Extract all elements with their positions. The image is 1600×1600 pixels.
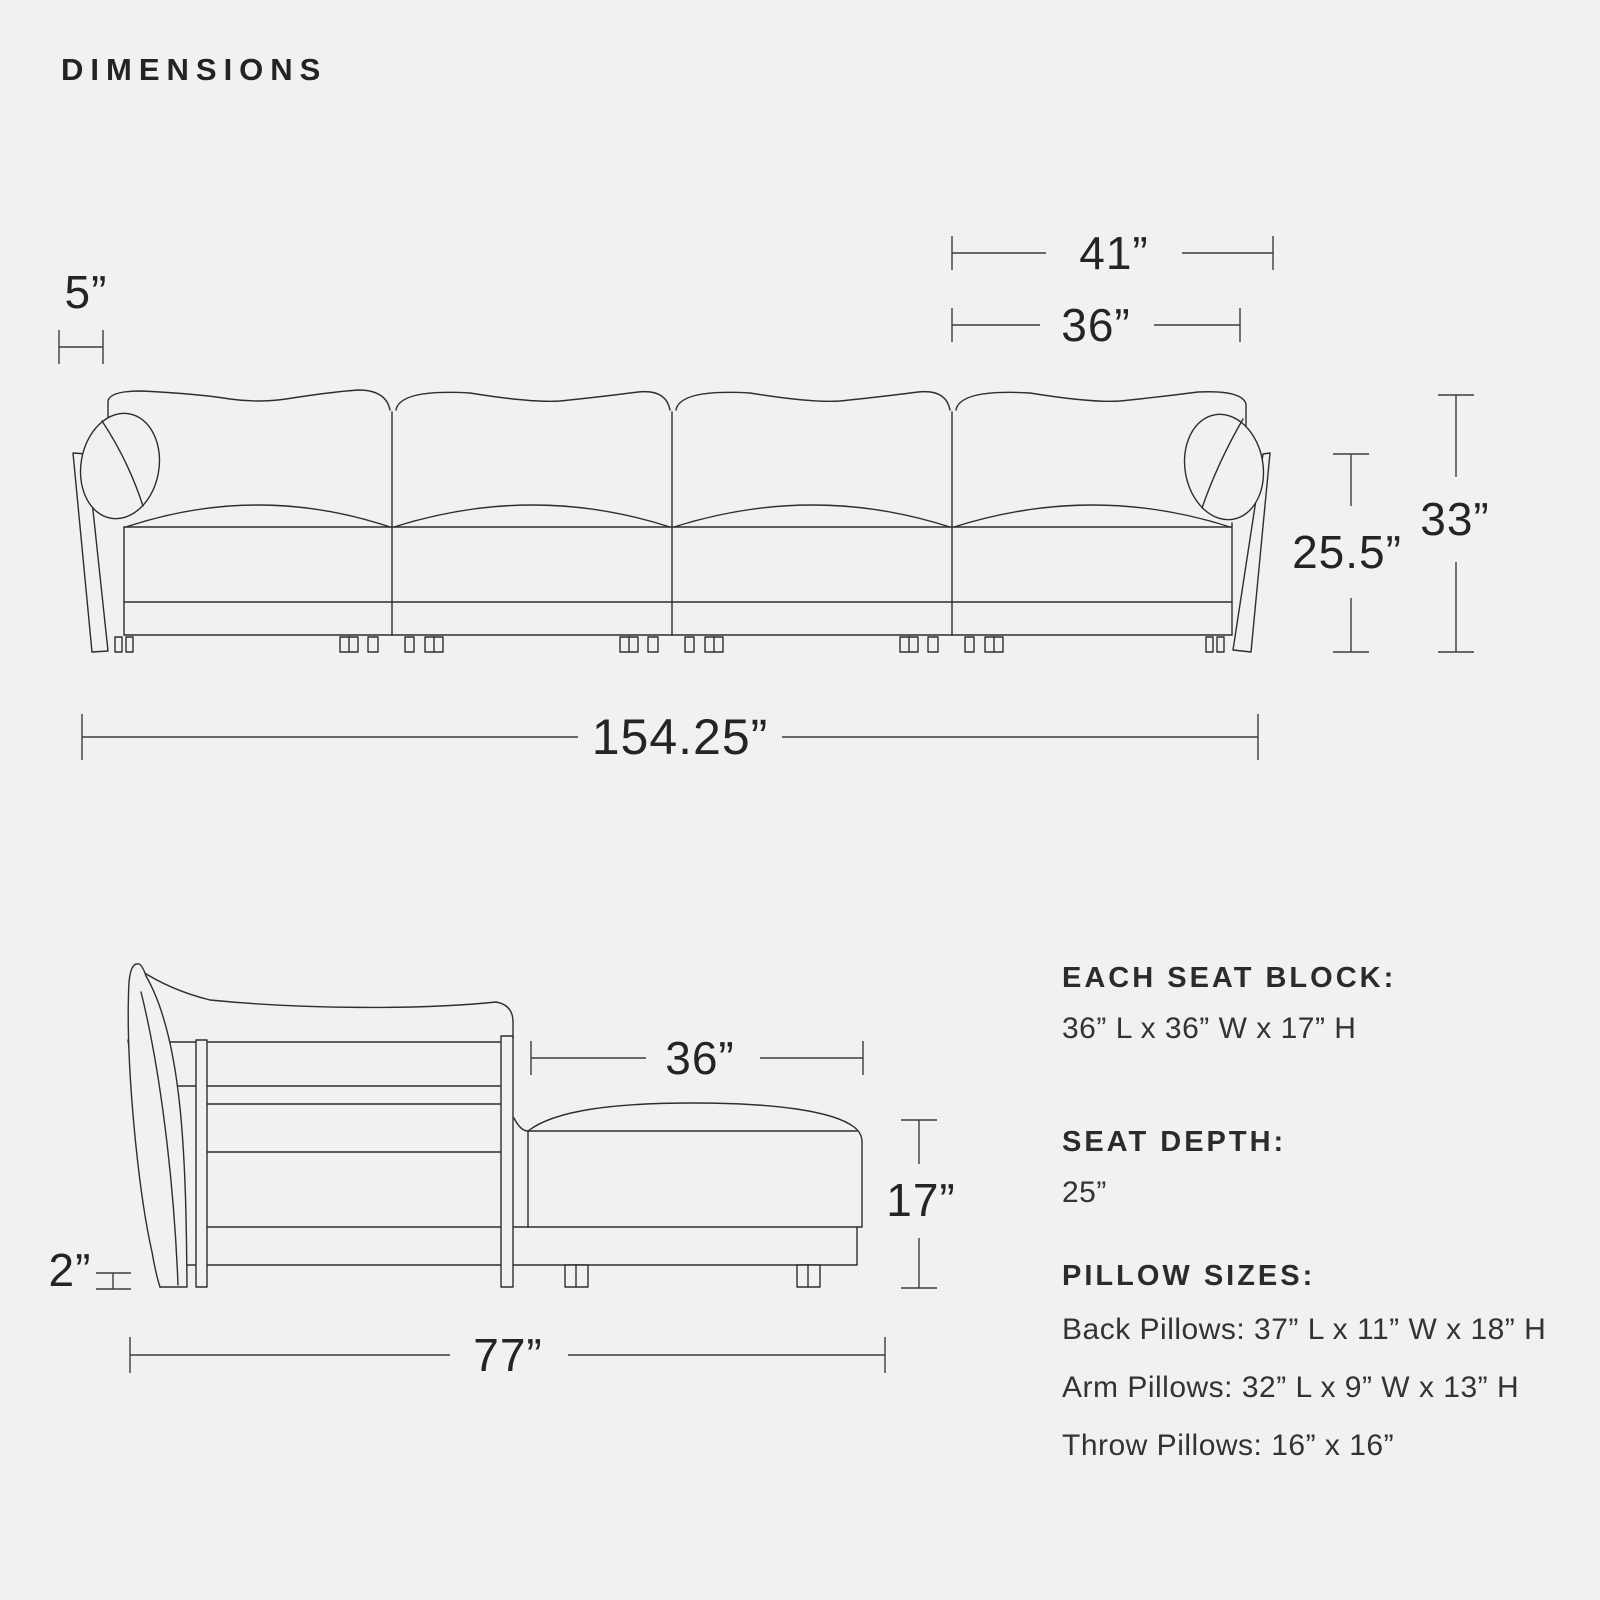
front-legs: [115, 637, 1224, 652]
dim-corner-unit-label: 41”: [1079, 227, 1149, 279]
seat-depth-value: 25”: [1062, 1176, 1107, 1209]
dim-arm-width: [59, 266, 107, 364]
dim-overall-height: [1420, 395, 1489, 652]
page-title: DIMENSIONS: [61, 52, 328, 87]
pillow-back-value: Back Pillows: 37” L x 11” W x 18” H: [1062, 1313, 1547, 1346]
seat-block-value: 36” L x 36” W x 17” H: [1062, 1012, 1357, 1045]
sofa-side-view: [49, 964, 956, 1381]
dim-seat-height-label: 17”: [886, 1174, 956, 1226]
front-seat-curve-3: [674, 505, 950, 527]
pillow-arm-value: Arm Pillows: 32” L x 9” W x 13” H: [1062, 1371, 1520, 1404]
side-frame-right-stile: [501, 1036, 513, 1287]
side-back-cushion: [140, 970, 513, 1038]
side-seat-legs: [565, 1265, 820, 1287]
dim-seat-height: [886, 1120, 955, 1288]
dim-corner-unit-width: [952, 227, 1273, 279]
dim-overall-depth-label: 77”: [473, 1329, 543, 1381]
pillow-throw-value: Throw Pillows: 16” x 16”: [1062, 1429, 1395, 1462]
front-seat-curve-4: [954, 505, 1230, 527]
front-back-cushion-3: [676, 392, 950, 410]
side-arm-profile: [128, 964, 187, 1287]
seat-block-label: EACH SEAT BLOCK:: [1062, 962, 1397, 994]
dim-overall-depth: [130, 1329, 885, 1381]
dim-leg-height-label: 2”: [48, 1244, 92, 1296]
sofa-front-view: [59, 227, 1490, 765]
seat-depth-label: SEAT DEPTH:: [1062, 1126, 1287, 1158]
dim-arm-width-label: 5”: [64, 266, 108, 318]
dim-overall-width: [82, 709, 1258, 765]
dim-overall-height-label: 33”: [1420, 493, 1490, 545]
dim-seat-unit-width: [952, 299, 1240, 351]
front-seat-curve-1: [126, 505, 390, 527]
side-inner-plank: [196, 1040, 207, 1287]
dim-overall-width-label: 154.25”: [591, 709, 769, 765]
dim-leg-height: [49, 1244, 131, 1296]
front-back-cushion-2: [396, 392, 670, 410]
dim-seat-length-label: 36”: [665, 1032, 735, 1084]
pillow-sizes-label: PILLOW SIZES:: [1062, 1260, 1316, 1292]
side-seat-block: [514, 1103, 862, 1227]
dim-arm-height: [1292, 454, 1402, 652]
front-seat-curve-2: [394, 505, 670, 527]
dim-seat-unit-label: 36”: [1061, 299, 1131, 351]
dim-arm-height-label: 25.5”: [1292, 526, 1402, 578]
dim-seat-length: [531, 1032, 863, 1084]
